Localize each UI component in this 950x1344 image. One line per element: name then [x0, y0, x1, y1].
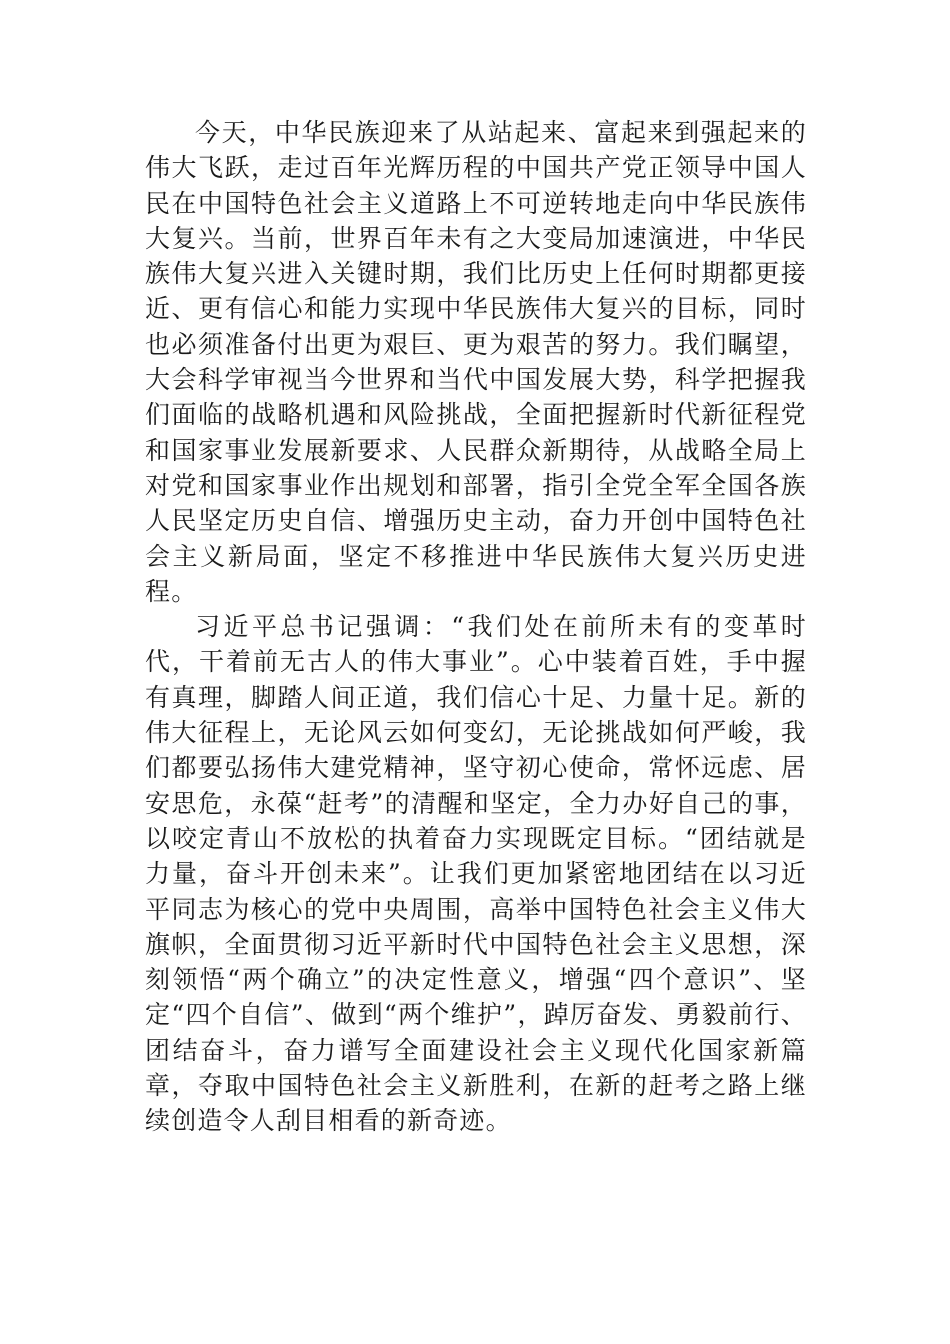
paragraph-1: 今天，中华民族迎来了从站起来、富起来到强起来的伟大飞跃，走过百年光辉历程的中国共产党正领导中国人民在中国特色社会主义道路上不可逆转地走向中华民族伟大复兴。当前，世界百年未有之大变局加速演进，中华民族伟大复兴进入关键时期，我们比历史上任何时期都更接近、更有信心和能力实现中华民族伟大复兴的目标，同时也必须准备付出更为艰巨、更为艰苦的努力。我们瞩望，大会科学审视当今世界和当代中国发展大势，科学把握我们面临的战略机遇和风险挑战，全面把握新时代新征程党和国家事业发展新要求、人民群众新期待，从战略全局上对党和国家事业作出规划和部署，指引全党全军全国各族人民坚定历史自信、增强历史主动，奋力开创中国特色社会主义新局面，坚定不移推进中华民族伟大复兴历史进程。 [145, 118, 807, 606]
paragraph-2: 习近平总书记强调：“我们处在前所未有的变革时代，干着前无古人的伟大事业”。心中装着百姓，手中握有真理，脚踏人间正道，我们信心十足、力量十足。新的伟大征程上，无论风云如何变幻，无论挑战如何严峻，我们都要弘扬伟大建党精神，坚守初心使命，常怀远虑、居安思危，永葆“赶考”的清醒和坚定，全力办好自己的事，以咬定青山不放松的执着奋力实现既定目标。“团结就是力量，奋斗开创未来”。让我们更加紧密地团结在以习近平同志为核心的党中央周围，高举中国特色社会主义伟大旗帜，全面贯彻习近平新时代中国特色社会主义思想，深刻领悟“两个确立”的决定性意义，增强“四个意识”、坚定“四个自信”、做到“两个维护”，踔厉奋发、勇毅前行、团结奋斗，奋力谱写全面建设社会主义现代化国家新篇章，夺取中国特色社会主义新胜利，在新的赶考之路上继续创造令人刮目相看的新奇迹。 [145, 612, 807, 1136]
document-body [145, 115, 807, 1139]
